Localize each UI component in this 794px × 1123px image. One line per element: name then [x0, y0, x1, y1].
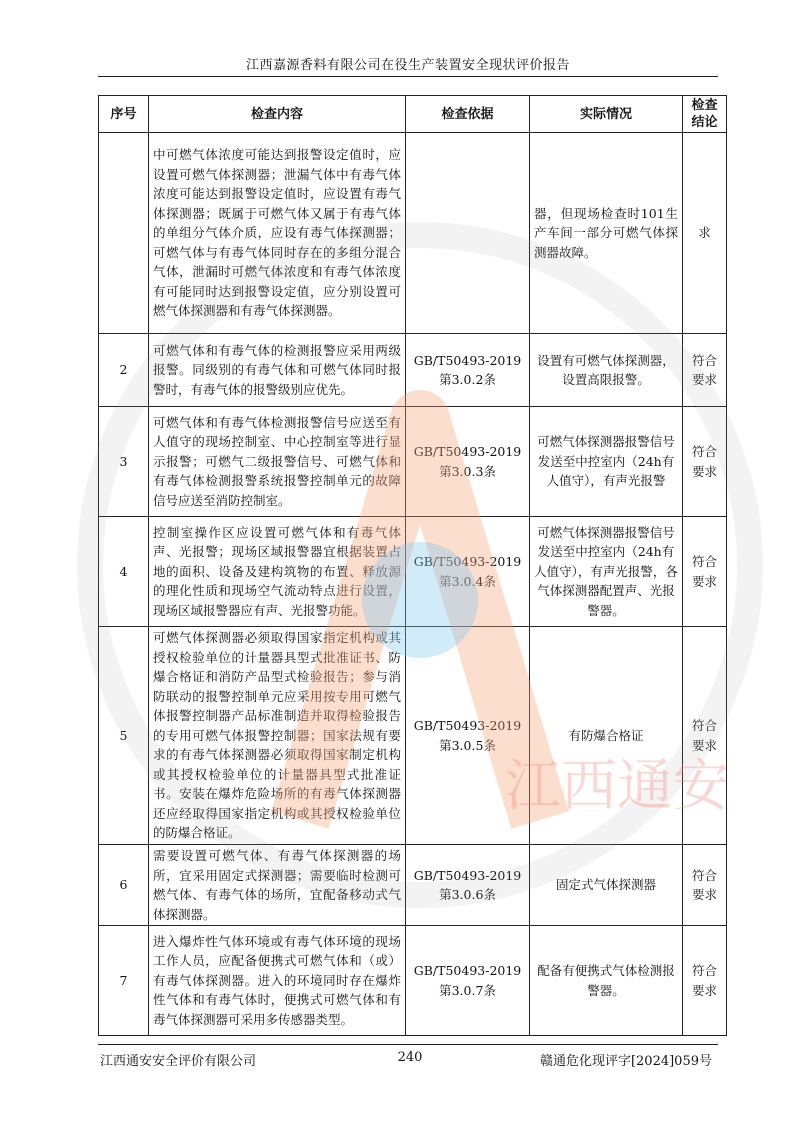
row-actual: 可燃气体探测器报警信号发送至中控室内（24h有人值守），有声光报警，各气体探测器配置声、光报警器。: [530, 517, 683, 627]
row-seq: 2: [99, 334, 149, 407]
row-content: 需要设置可燃气体、有毒气体探测器的场所，宜采用固定式探测器；需要临时检测可燃气体、有毒气体的场所，宜配备移动式气体探测器。: [149, 845, 406, 926]
row-seq: 4: [99, 517, 149, 627]
table-row: [99, 334, 727, 407]
row-conclusion: 符合要求: [683, 517, 727, 627]
table-row: [99, 845, 727, 926]
row-basis: GB/T50493-2019第3.0.5条: [406, 627, 530, 845]
row-conclusion: 符合要求: [683, 334, 727, 407]
row-conclusion: 求: [683, 133, 727, 334]
table-row: [99, 517, 727, 627]
row-basis: [406, 133, 530, 334]
table-header-row: [99, 96, 727, 133]
column-header-basis: 检查依据: [406, 96, 530, 133]
row-basis: GB/T50493-2019第3.0.4条: [406, 517, 530, 627]
column-header-seq: 序号: [99, 96, 149, 133]
row-actual: 设置有可燃气体探测器，设置高限报警。: [530, 334, 683, 407]
row-seq: 6: [99, 845, 149, 926]
table-row: [99, 627, 727, 845]
row-seq: 5: [99, 627, 149, 845]
row-basis: GB/T50493-2019第3.0.2条: [406, 334, 530, 407]
row-basis: GB/T50493-2019第3.0.7条: [406, 926, 530, 1036]
header-divider: [98, 76, 718, 77]
row-basis: GB/T50493-2019第3.0.6条: [406, 845, 530, 926]
row-conclusion: 符合要求: [683, 845, 727, 926]
row-content: 可燃气体和有毒气体的检测报警应采用两级报警。同级别的有毒气体和可燃气体同时报警时，有毒气体的报警级别应优先。: [149, 334, 406, 407]
column-header-content: 检查内容: [149, 96, 406, 133]
row-conclusion: 符合要求: [683, 627, 727, 845]
row-seq: [99, 133, 149, 334]
column-header-conclusion: 检查结论: [683, 96, 727, 133]
row-actual: 有防爆合格证: [530, 627, 683, 845]
row-content: 中可燃气体浓度可能达到报警设定值时，应设置可燃气体探测器；泄漏气体中有毒气体浓度可能达到报警设定值时，应设置有毒气体探测器；既属于可燃气体又属于有毒气体的单组分气体介质，应设有毒气体探测器；可燃气体与有毒气体同时存在的多组分混合气体，泄漏时可燃气体浓度和有毒气体浓度有可能同时达到报警设定值，应分别设置可燃气体探测器和有毒气体探测器。: [149, 133, 406, 334]
inspection-table: [98, 95, 727, 1036]
row-seq: 3: [99, 407, 149, 517]
table-row: [99, 926, 727, 1036]
footer-divider: [98, 1044, 718, 1045]
watermark-text: 江西通安: [505, 754, 729, 819]
row-content: 可燃气体探测器必须取得国家指定机构或其授权检验单位的计量器具型式批准证书、防爆合格证和消防产品型式检验报告；参与消防联动的报警控制单元应采用按专用可燃气体报警控制器产品标准制造并取得检验报告的专用可燃气体报警控制器；国家法规有要求的有毒气体探测器必须取得国家制定机构或其授权检验单位的计量器具型式批准证书。安装在爆炸危险场所的有毒气体探测器还应经取得国家指定机构或其授权检验单位的防爆合格证。: [149, 627, 406, 845]
footer-company: 江西通安安全评价有限公司: [100, 1054, 257, 1069]
row-actual: 配备有便携式气体检测报警器。: [530, 926, 683, 1036]
row-actual: 固定式气体探测器: [530, 845, 683, 926]
page-header-title: 江西嘉源香料有限公司在役生产装置安全现状评价报告: [245, 58, 570, 73]
row-content: 控制室操作区应设置可燃气体和有毒气体声、光报警；现场区域报警器宜根据装置占地的面积、设备及建构筑物的布置、释放源的理化性质和现场空气流动特点进行设置，现场区域报警器应有声、光报警功能。: [149, 517, 406, 627]
row-content: 进入爆炸性气体环境或有毒气体环境的现场工作人员，应配备便携式可燃气体和（或）有毒气体探测器。进入的环境同时存在爆炸性气体和有毒气体时，便携式可燃气体和有毒气体探测器可采用多传感器类型。: [149, 926, 406, 1036]
table-row: [99, 407, 727, 517]
row-basis: GB/T50493-2019第3.0.3条: [406, 407, 530, 517]
row-conclusion: 符合要求: [683, 407, 727, 517]
row-content: 可燃气体和有毒气体检测报警信号应送至有人值守的现场控制室、中心控制室等进行显示报警；可燃气二级报警信号、可燃气体和有毒气体检测报警系统报警控制单元的故障信号应送至消防控制室。: [149, 407, 406, 517]
row-seq: 7: [99, 926, 149, 1036]
page-number: 240: [397, 1050, 423, 1065]
row-conclusion: 符合要求: [683, 926, 727, 1036]
row-actual: 可燃气体探测器报警信号发送至中控室内（24h有人值守），有声光报警: [530, 407, 683, 517]
row-actual: 器，但现场检查时101生产车间一部分可燃气体探测器故障。: [530, 133, 683, 334]
footer-doc-number: 赣通危化现评字[2024]059号: [539, 1054, 712, 1069]
column-header-actual: 实际情况: [530, 96, 683, 133]
table-row: [99, 133, 727, 334]
